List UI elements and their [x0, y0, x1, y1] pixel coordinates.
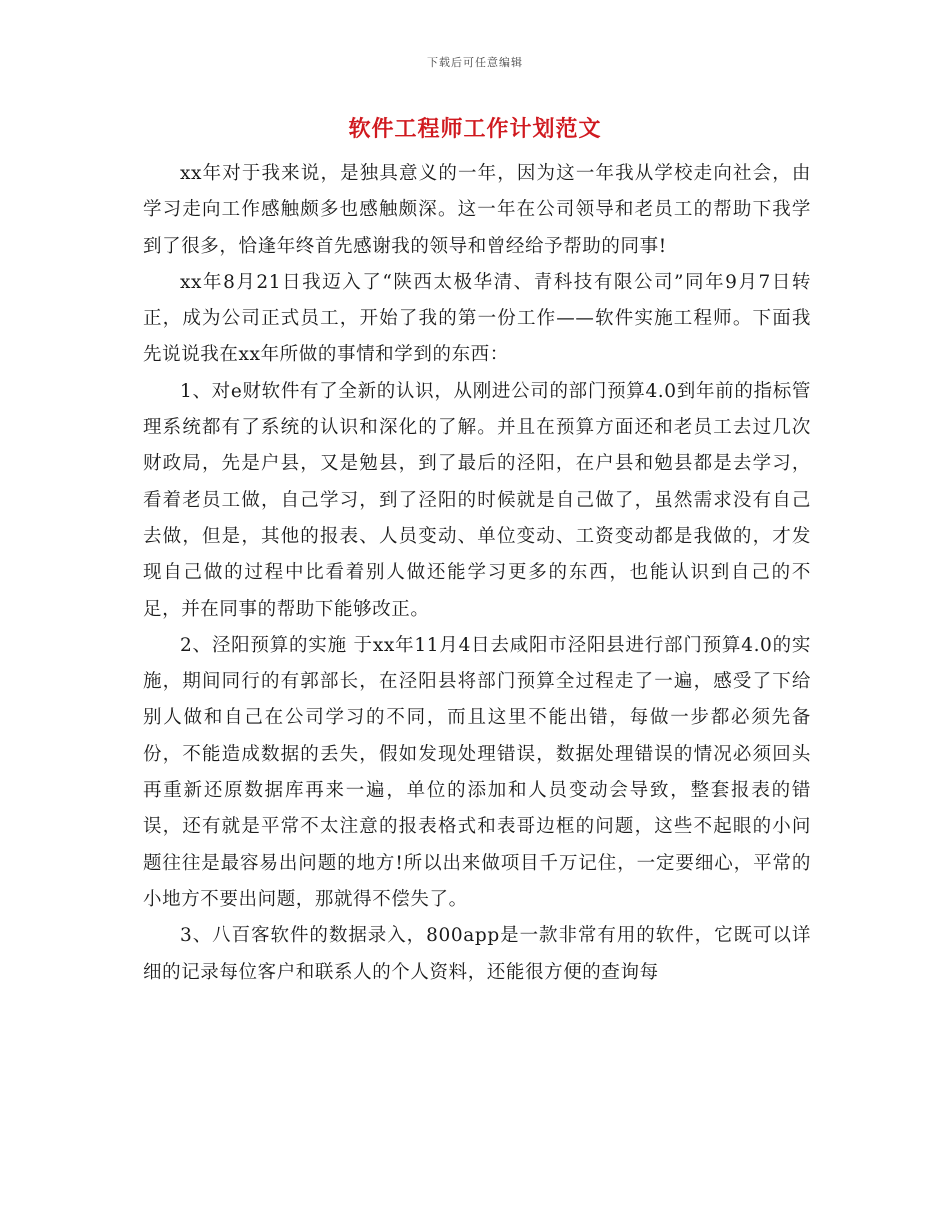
paragraph-3: 1、对e财软件有了全新的认识，从刚进公司的部门预算4.0到年前的指标管理系统都有了系统的认识和深化的了解。并且在预算方面还和老员工去过几次财政局，先是户县，又是勉县，到了最后的泾阳，在户县和勉县都是去学习，看着老员工做，自己学习，到了泾阳的时候就是自己做了，虽然需求没有自己去做，但是，其他的报表、人员变动、单位变动、工资变动都是我做的，才发现自己做的过程中比看着别人做还能学习更多的东西，也能认识到自己的不足，并在同事的帮助下能够改正。: [143, 380, 811, 620]
document-title: 软件工程师工作计划范文: [348, 116, 602, 142]
paragraph-5: 3、八百客软件的数据录入，800app是一款非常有用的软件，它既可以详细的记录每位客户和联系人的个人资料，还能很方便的查询每: [143, 925, 811, 983]
paragraph-4: 2、泾阳预算的实施 于xx年11月4日去咸阳市泾阳县进行部门预算4.0的实施，期间同行的有郭部长，在泾阳县将部门预算全过程走了一遍，感受了下给别人做和自己在公司学习的不同，而且这里不能出错，每做一步都必须先备份，不能造成数据的丢失，假如发现处理错误，数据处理错误的情况必须回头再重新还原数据库再来一遍，单位的添加和人员变动会导致，整套报表的错误，还有就是平常不太注意的报表格式和表哥边框的问题，这些不起眼的小问题往往是最容易出问题的地方!所以出来做项目千万记住，一定要细心，平常的小地方不要出问题，那就得不偿失了。: [143, 634, 811, 910]
document-body: [143, 156, 811, 991]
paragraph-2: xx年8月21日我迈入了“陕西太极华清、青科技有限公司”同年9月7日转正，成为公司正式员工，开始了我的第一份工作——软件实施工程师。下面我先说说我在xx年所做的事情和学到的东西：: [143, 271, 811, 366]
paragraph-1: xx年对于我来说，是独具意义的一年，因为这一年我从学校走向社会，由学习走向工作感触颇多也感触颇深。这一年在公司领导和老员工的帮助下我学到了很多，恰逢年终首先感谢我的领导和曾经给予帮助的同事!: [143, 163, 811, 257]
header-note: 下载后可任意编辑: [427, 56, 523, 69]
